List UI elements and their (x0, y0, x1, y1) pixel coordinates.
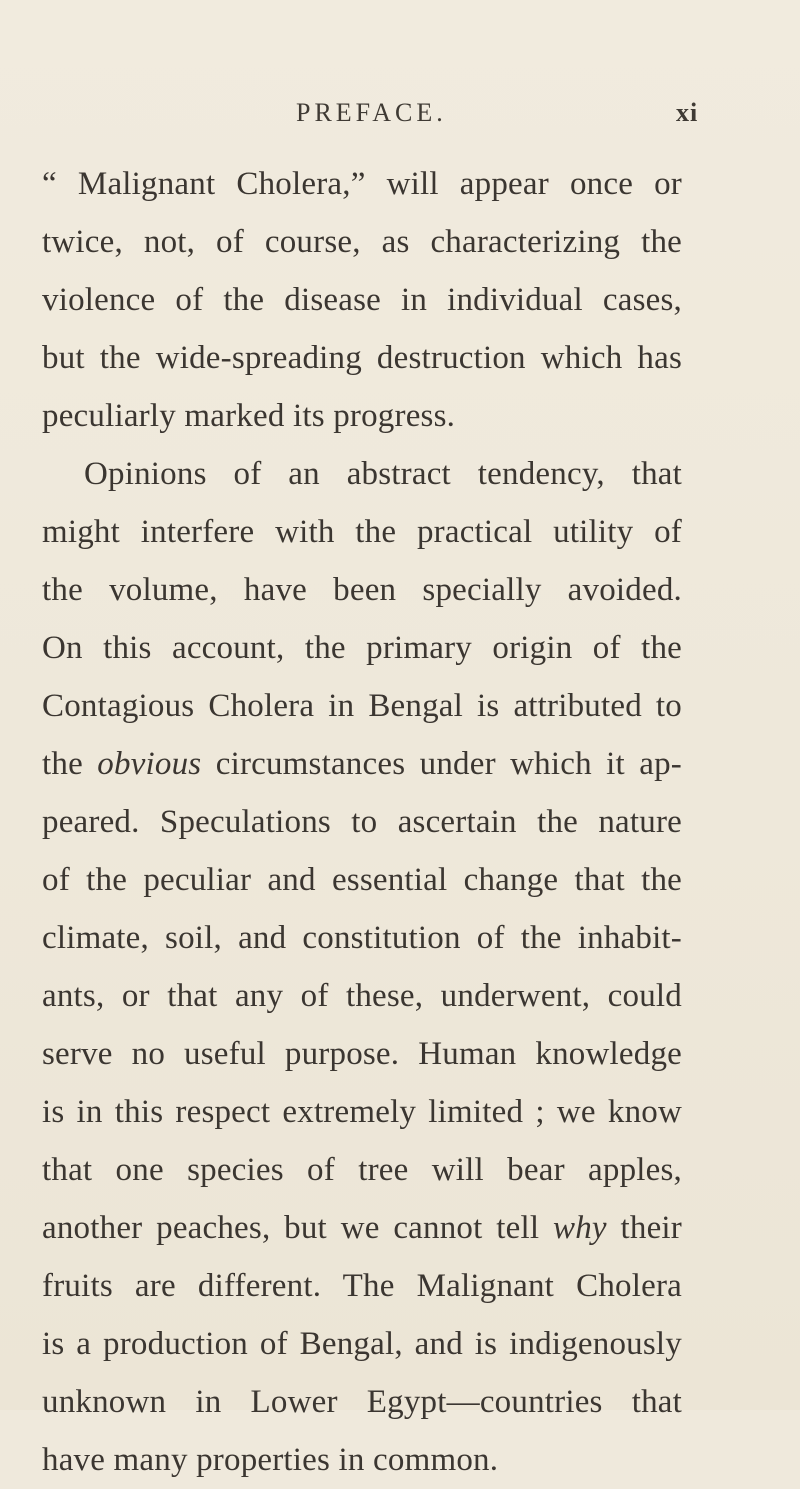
page-header (0, 98, 800, 138)
text-line: the obvious circumstances under which it ap- (42, 746, 682, 782)
text-line: peared. Speculations to ascertain the nature (42, 804, 682, 840)
text-line: violence of the disease in individual cases, (42, 282, 682, 318)
text-line: might interfere with the practical utility of (42, 514, 682, 550)
page-number: xi (676, 98, 699, 127)
text-line: have many properties in common. (42, 1442, 499, 1478)
text-line: of the peculiar and essential change that the (42, 862, 682, 898)
text-line: ants, or that any of these, underwent, could (42, 978, 682, 1014)
text-line: that one species of tree will bear apples, (42, 1152, 682, 1188)
text-line: is in this respect extremely limited ; we know (42, 1094, 682, 1130)
text-line: peculiarly marked its progress. (42, 398, 456, 434)
text-line: but the wide-spreading destruction which has (42, 340, 682, 376)
text-line: climate, soil, and constitution of the inhabit- (42, 920, 682, 956)
text-line: On this account, the primary origin of the (42, 630, 682, 666)
text-line: the volume, have been specially avoided. (42, 572, 682, 608)
text-line: fruits are different. The Malignant Cholera (42, 1268, 682, 1304)
italic-emphasis: obvious (97, 746, 202, 782)
text-line: is a production of Bengal, and is indigenously (42, 1326, 682, 1362)
text-line: serve no useful purpose. Human knowledge (42, 1036, 682, 1072)
text-line: unknown in Lower Egypt—countries that (42, 1384, 682, 1420)
text-line: Contagious Cholera in Bengal is attributed to (42, 688, 682, 724)
text-line: twice, not, of course, as characterizing the (42, 224, 682, 260)
italic-emphasis: why (552, 1210, 607, 1246)
running-title: PREFACE. (296, 98, 447, 127)
text-line: another peaches, but we cannot tell why their (42, 1210, 682, 1246)
text-line: “ Malignant Cholera,” will appear once or (42, 166, 682, 202)
text-line: Opinions of an abstract tendency, that (84, 456, 682, 492)
